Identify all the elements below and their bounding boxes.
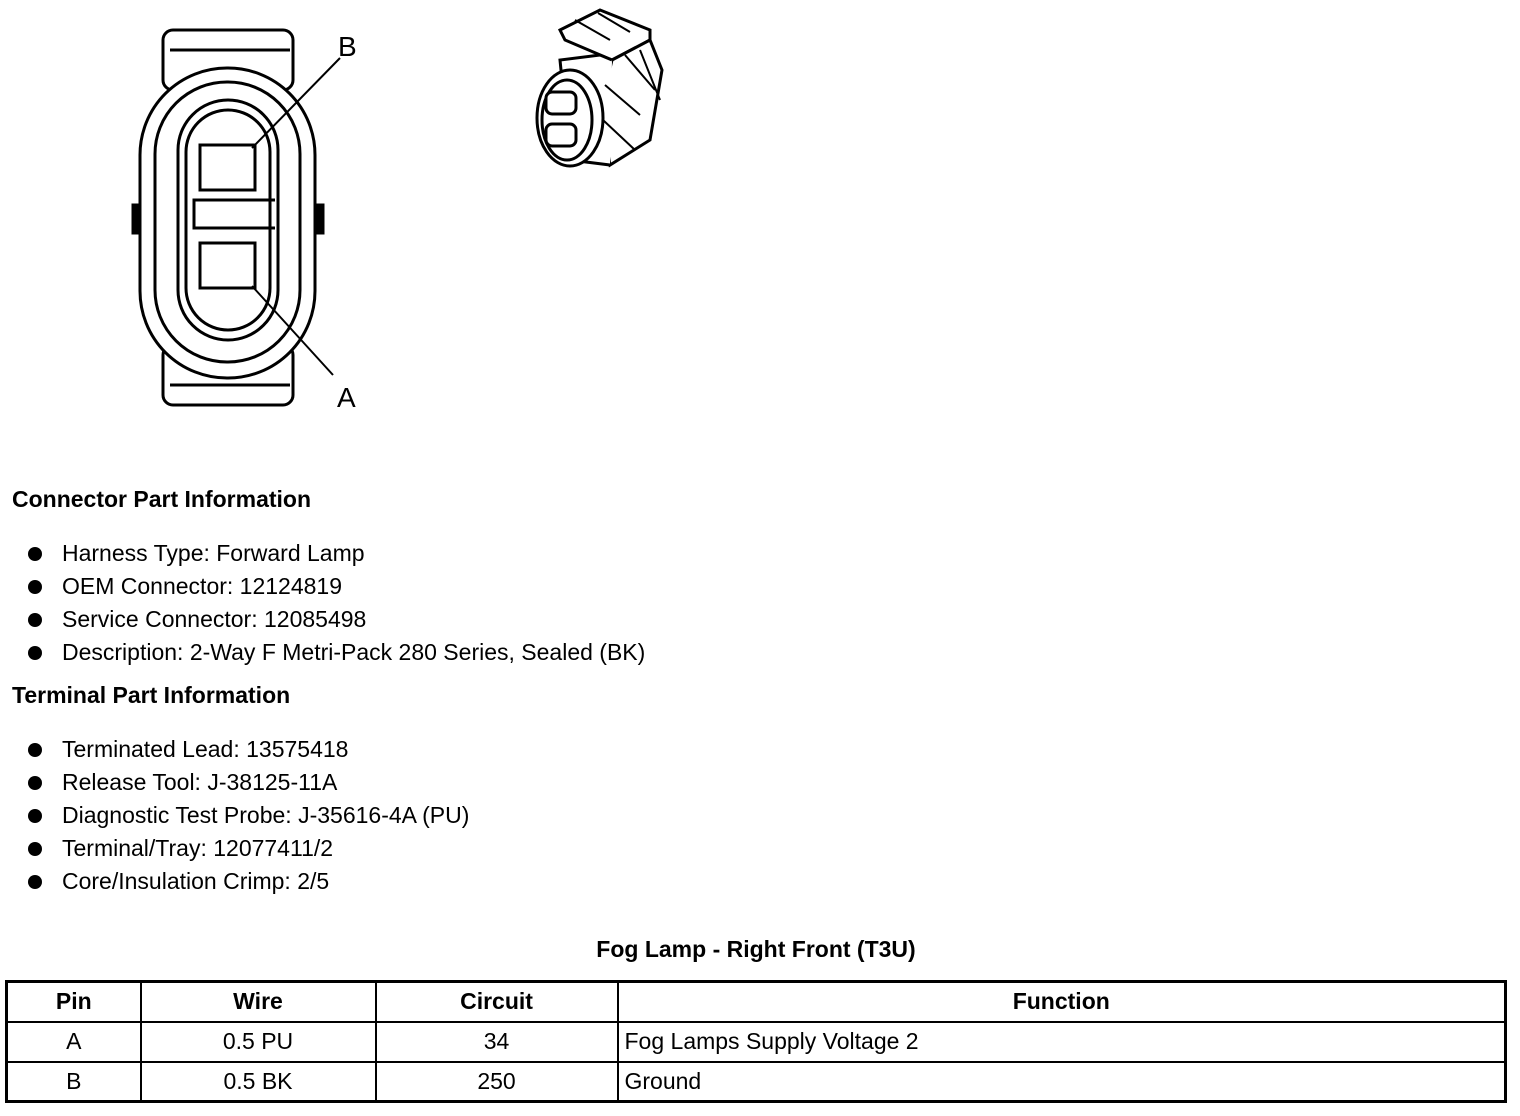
iso-cavity-bottom	[546, 124, 576, 146]
connector-isometric-diagram	[525, 5, 675, 180]
bullet-icon	[28, 875, 42, 889]
bullet-icon	[28, 776, 42, 790]
cell-wire: 0.5 PU	[141, 1022, 376, 1062]
cell-function: Fog Lamps Supply Voltage 2	[618, 1022, 1506, 1062]
header-circuit: Circuit	[376, 982, 618, 1022]
cell-function: Ground	[618, 1062, 1506, 1102]
table-row	[7, 1062, 1506, 1102]
list-item: Description: 2-Way F Metri-Pack 280 Series, Sealed (BK)	[28, 636, 645, 669]
bullet-icon	[28, 613, 42, 627]
bullet-icon	[28, 743, 42, 757]
header-pin: Pin	[7, 982, 141, 1022]
connector-info-title: Connector Part Information	[12, 486, 312, 512]
list-item: Harness Type: Forward Lamp	[28, 537, 645, 570]
cell-pin: A	[7, 1022, 141, 1062]
pinout-table	[5, 980, 1507, 1103]
pin-label-b: B	[338, 31, 357, 62]
bullet-icon	[28, 580, 42, 594]
table-row	[7, 1022, 1506, 1062]
table-header-row	[7, 982, 1506, 1022]
bullet-icon	[28, 547, 42, 561]
list-item: Terminated Lead: 13575418	[28, 733, 469, 766]
list-item: Diagnostic Test Probe: J-35616-4A (PU)	[28, 799, 469, 832]
list-item: Release Tool: J-38125-11A	[28, 766, 469, 799]
cell-circuit: 250	[376, 1062, 618, 1102]
table-title: Fog Lamp - Right Front (T3U)	[596, 936, 916, 962]
list-item: Terminal/Tray: 12077411/2	[28, 832, 469, 865]
connector-face-diagram	[120, 20, 370, 420]
terminal-info-title: Terminal Part Information	[12, 682, 291, 708]
iso-cavity-top	[546, 92, 576, 114]
pin-label-a: A	[337, 382, 356, 413]
cell-pin: B	[7, 1062, 141, 1102]
list-item: Service Connector: 12085498	[28, 603, 645, 636]
terminal-info-list	[28, 733, 469, 898]
list-item: OEM Connector: 12124819	[28, 570, 645, 603]
bullet-icon	[28, 809, 42, 823]
header-function: Function	[618, 982, 1506, 1022]
list-item: Core/Insulation Crimp: 2/5	[28, 865, 469, 898]
cell-wire: 0.5 BK	[141, 1062, 376, 1102]
connector-info-list	[28, 537, 645, 669]
bullet-icon	[28, 646, 42, 660]
cell-circuit: 34	[376, 1022, 618, 1062]
bullet-icon	[28, 842, 42, 856]
header-wire: Wire	[141, 982, 376, 1022]
